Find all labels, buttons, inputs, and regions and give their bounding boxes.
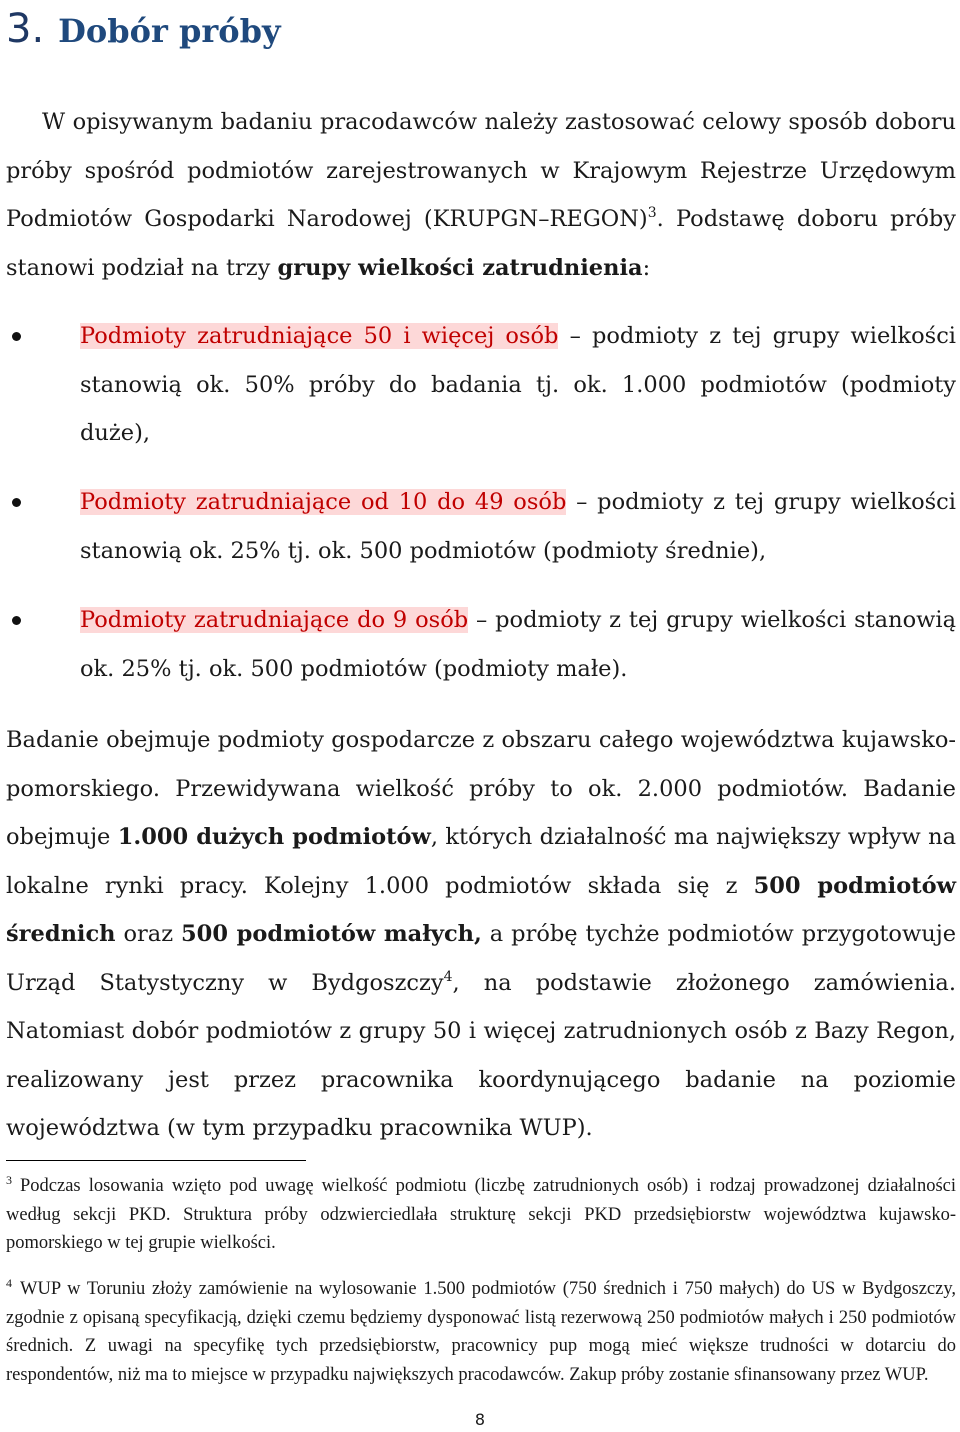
intro-text-c: : — [642, 254, 651, 281]
footnote-ref-4[interactable]: 4 — [443, 968, 453, 985]
body-bold: 500 podmiotów małych, — [181, 921, 482, 947]
list-item-text: – podmioty z tej grupy wielkości stanowią ok. 50% próby do badania tj. ok. 1.000 podmiotów (podmioty duże), — [80, 323, 957, 446]
body-text: a próbę tychże podmiotów przygotowuje Urząd Statystyczny w Bydgoszczy — [6, 921, 957, 996]
body-text: oraz — [115, 921, 182, 947]
section-heading — [6, 6, 281, 52]
section-number: 3. — [6, 6, 45, 52]
body-text: , których działalność ma największy wpływ na lokalne rynki pracy. Kolejny 1.000 podmiotów składa się z — [6, 824, 956, 899]
body-text: , na podstawie złożonego zamówienia. Natomiast dobór podmiotów z grupy 50 i więcej zatrudnionych osób z Bazy Regon, realizowany jest przez pracownika koordynującego badanie na poziomie województwa (w tym przypadku pracownika WUP). — [6, 969, 956, 1141]
highlight-text: Podmioty zatrudniające 50 i więcej osób — [80, 323, 559, 349]
intro-text — [6, 98, 956, 292]
footnote-text: WUP w Toruniu złoży zamówienie na wylosowanie 1.500 podmiotów (750 średnich i 750 małych) do US w Bydgoszczy, zgodnie z opisaną specyfikacją, dzięki czemu będziemy dysponować listą rezerwową 250 podmiotów małych i 250 podmiotów średnich. Z uwagi na specyfikę tych przedsiębiorstw, pracownicy pup mogą mieć większe trudności w dotarciu do respondentów, niż ma to miejsce w przypadku największych pracodawców. Zakup próby zostanie sfinansowany przez WUP. — [6, 1279, 956, 1385]
body-paragraph — [6, 716, 956, 1153]
list-item — [6, 478, 956, 575]
intro-bold: grupy wielkości zatrudnienia — [277, 254, 643, 281]
intro-text-b: . Podstawę doboru próby stanowi podział na trzy — [6, 206, 957, 281]
body-text: Badanie obejmuje podmioty gospodarcze z obszaru całego województwa kujawsko-pomorskiego. Przewidywana wielkość próby to ok. 2.000 podmiotów. Badanie obejmuje — [6, 727, 956, 850]
intro-text-a: W opisywanym badaniu pracodawców należy zastosować celowy sposób doboru próby spośród podmiotów zarejestrowanych w Krajowym Rejestrze Urzędowym Podmiotów Gospodarki Narodowej (KRUPGN–REGON) — [6, 109, 956, 232]
page-number: 8 — [474, 1410, 486, 1429]
list-item — [6, 596, 956, 693]
list-item-text: – podmioty z tej grupy wielkości stanowią ok. 25% tj. ok. 500 podmiotów (podmioty średnie), — [80, 489, 956, 564]
list-item — [6, 312, 956, 458]
footnote-mark: 3 — [6, 1173, 12, 1187]
section-title: Dobór próby — [58, 12, 281, 50]
highlight-text: Podmioty zatrudniające od 10 do 49 osób — [80, 489, 567, 515]
bullet-icon — [12, 616, 21, 625]
footnote-text: Podczas losowania wzięto pod uwagę wielkość podmiotu (liczbę zatrudnionych osób) i rodzaj prowadzonej działalności według sekcji PKD. Struktura próby odzwierciedlała strukturę sekcji PKD przedsiębiorstw województwa kujawsko-pomorskiego w tej grupie wielkości. — [6, 1176, 956, 1253]
footnote — [6, 1172, 956, 1258]
bullet-icon — [12, 498, 21, 507]
intro-paragraph — [6, 98, 956, 292]
footnote — [6, 1275, 956, 1389]
bullet-icon — [12, 332, 21, 341]
body-bold: 1.000 dużych podmiotów — [117, 824, 431, 850]
footnote-mark: 4 — [6, 1276, 12, 1290]
footnote-divider — [6, 1160, 306, 1161]
footnote-ref-3[interactable]: 3 — [647, 205, 657, 221]
body-bold: 500 podmiotów średnich — [6, 872, 956, 947]
list-item-text: – podmioty z tej grupy wielkości stanowią ok. 25% tj. ok. 500 podmiotów (podmioty małe). — [80, 607, 956, 682]
highlight-text: Podmioty zatrudniające do 9 osób — [80, 607, 469, 633]
